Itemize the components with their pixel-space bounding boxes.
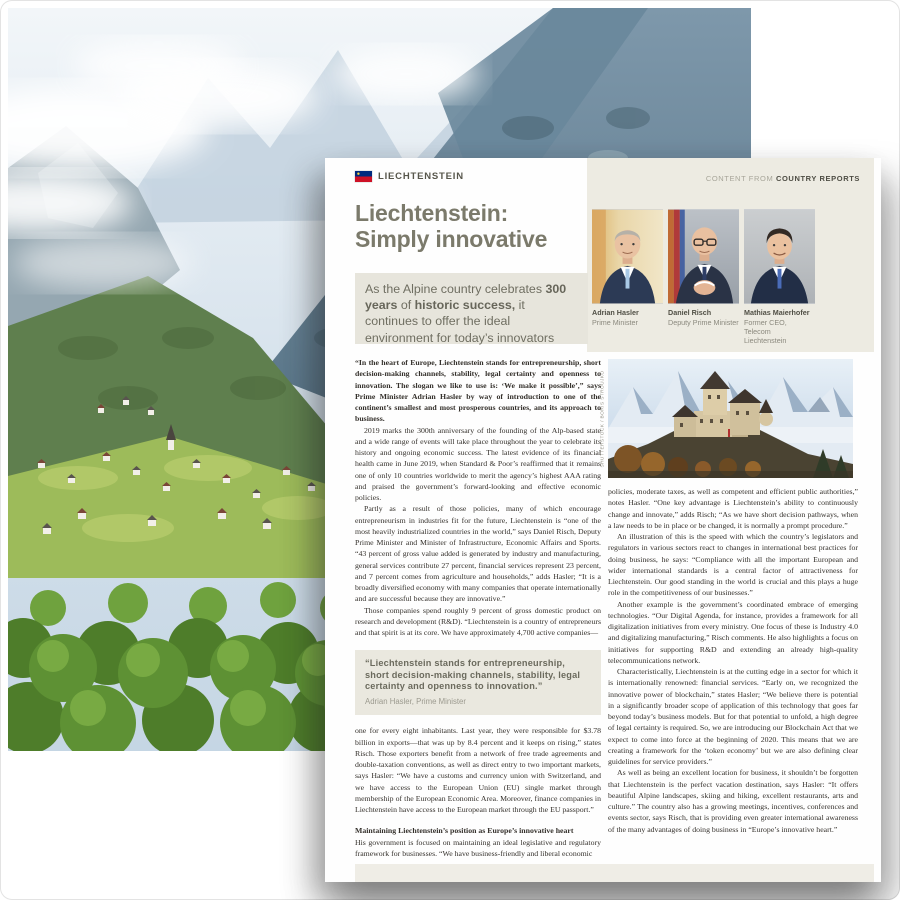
portrait-2-illustration	[668, 209, 739, 304]
kicker	[355, 171, 464, 182]
pull-quote-attribution: Adrian Hasler, Prime Minister	[365, 697, 466, 707]
paragraph: Another example is the government’s coordinated embrace of emerging technologies. “Our Digital Agenda, for instance, provides a framework for all digitalization initiatives from every ministry. One focus of these is Industry 4.0 and digitalizing manufacturing,” Risch comments. He also highlights a focus on initiatives for supporting R&D and extending an already high-quality telecommunications network.	[608, 599, 858, 665]
page-title-line2: Simply innovative	[355, 226, 548, 252]
portrait-captions	[592, 308, 815, 345]
portrait-1-illustration	[592, 209, 663, 304]
liechtenstein-flag-icon	[355, 171, 372, 182]
standfirst-bold-2: historic success,	[414, 298, 516, 313]
person-role: Former CEO, Telecom Liechtenstein	[744, 318, 787, 345]
paragraph: His government is focused on maintaining an ideal legislative and regulatory framework for businesses. “We have business-friendly and liberal economic	[355, 837, 601, 858]
footer-band	[355, 864, 874, 882]
paragraph: Characteristically, Liechtenstein is at the cutting edge in a sector for which it is internationally renowned: financial services. “Early on, we recognized the innovative power of blockchain,” states Hasler; “We believe there is potential in a significantly broader scope of application of this technology that goes far beyond today’s business models. But for that potential to unfold, a high degree of legal certainty is required. So, we are introducing our Blockchain Act that we expect to come into force at the beginning of 2020. This means that we are creating a framework for the ‘token economy’ but we are also defining clear guidelines for service providers.”	[608, 667, 858, 766]
portraits-row	[592, 209, 815, 304]
paragraph: Those companies spend roughly 9 percent of gross domestic product on research and development (R&D). “Liechtenstein is a country of entrepreneurs and that spirit is at its core. We have approximately 4,700 active companies—	[355, 605, 601, 637]
paragraph: As well as being an excellent location for business, it shouldn’t be forgotten that Liechtenstein is the perfect vacation destination, says Hasler: “It offers beautiful Alpine landscapes, skiing and hiking, excellent restaurants, arts and culture.” The country also has a growing meetings, incentives, conferences and events sector, says Risch, that is providing even greater international awareness of the many advantages of doing business in “Europe’s innovative heart.”	[608, 768, 858, 834]
portrait-adrian-hasler	[592, 209, 663, 304]
crosshead: Maintaining Liechtenstein’s position as Europe’s innovative heart	[355, 826, 574, 836]
page-title	[355, 200, 547, 252]
person-name: Mathias Maierhofer	[744, 308, 810, 317]
standfirst-text: of	[397, 298, 415, 313]
paragraph: one for every eight inhabitants. Last year, they were responsible for $3.78 billion in exports—that was up by 8.4 percent and it keeps on rising,” states Risch. Those exporters benefit from a network of free trade agreements and double-taxation conventions, as well as direct entry to two important markets, says Hasler: “We have a customs and currency union with Switzerland, and we have access to the European Union (EU) single market through membership of the European Economic Area. Moreover, finance companies in Liechtenstein have access to the European market through the EU passport.”	[355, 726, 601, 815]
paragraph: 2019 marks the 300th anniversary of the founding of the Alp-based state and a wide range of events will take place throughout the year to celebrate its history and ongoing economic success. The latest evidence of its financial health came in June 2019, when Standard & Poor’s reaffirmed that it remains one of only 10 countries worldwide to merit the agency’s highest AAA rating and praised the government’s forward-looking and effective economic policies.	[355, 425, 601, 502]
content-credit	[706, 174, 860, 183]
standfirst-text: it continues to offer the ideal environment for today’s innovators	[365, 298, 555, 345]
caption-daniel-risch	[668, 308, 739, 345]
paragraph: Partly as a result of those policies, many of which encourage entrepreneurism in industries fit for the future, Liechtenstein is “one of the most heavily industrialized countries in the world,” says Daniel Risch, Deputy Prime Minister and Minister of Infrastructure, Economic Affairs and Sports. “43 percent of gross value added is generated by industry and manufacturing, general services contribute 27 percent, financial services represent 23 percent, and 7 percent comes from agriculture and households,” adds Hasler; “It is a broadly diversified economy with many companies that operate internationally and are successful because they are innovative.”	[355, 504, 601, 604]
kicker-country-label: LIECHTENSTEIN	[378, 171, 464, 182]
portrait-3-illustration	[744, 209, 815, 304]
castle-photo-credit: SHUTTERSTOCK / BORIS STROUJKO	[600, 369, 605, 468]
pull-quote-text: “Liechtenstein stands for entrepreneurship, short decision-making channels, stability, legal certainty and openness to innovation.”	[365, 658, 581, 692]
article-page	[325, 158, 881, 882]
vaduz-castle-photo	[608, 359, 853, 478]
paragraph: policies, moderate taxes, as well as competent and efficient public authorities,” notes Hasler. “One key advantage is Liechtenstein’s ability to continuously change and innovate,” adds Risch; “As we have short decision pathways, when a law needs to be in place or be changed, it is normally a prompt procedure.”	[608, 487, 858, 530]
people-panel	[587, 158, 874, 352]
person-name: Daniel Risch	[668, 308, 712, 317]
paragraph: “In the heart of Europe, Liechtenstein stands for entrepreneurship, short decision-making channels, stability, legal certainty and openness to innovation. The slogan we like to use is: ‘We make it possible’,” says Prime Minister Adrian Hasler by way of introduction to one of the continent’s smallest and most prosperous countries, and its approach to business.	[355, 358, 601, 424]
person-name: Adrian Hasler	[592, 308, 639, 317]
standfirst-text: As the Alpine country celebrates	[365, 282, 546, 296]
pull-quote-box	[355, 650, 601, 715]
caption-adrian-hasler	[592, 308, 663, 345]
right-column	[608, 486, 858, 858]
left-column	[355, 357, 601, 867]
person-role: Deputy Prime Minister	[668, 318, 739, 327]
standfirst-box	[355, 273, 588, 344]
caption-mathias-maierhofer	[744, 308, 815, 345]
paragraph: An illustration of this is the speed with which the country’s legislators and regulators in various sectors react to changes in international best practices for doing business, he says: “Compliance with all the important European and wider international standards is a central factor of attractiveness for Liechtenstein. Our good standing in the world is crucial and this plays a huge role in the competitiveness of our businesses.”	[608, 532, 858, 598]
castle-illustration	[608, 359, 853, 478]
page-title-line1: Liechtenstein:	[355, 200, 509, 226]
credit-brand: COUNTRY REPORTS	[775, 174, 860, 183]
portrait-mathias-maierhofer	[744, 209, 815, 304]
credit-prefix: CONTENT FROM	[705, 174, 774, 183]
portrait-daniel-risch	[668, 209, 739, 304]
standfirst-bold-1: 300 years	[365, 282, 567, 313]
person-role: Prime Minister	[592, 318, 638, 327]
